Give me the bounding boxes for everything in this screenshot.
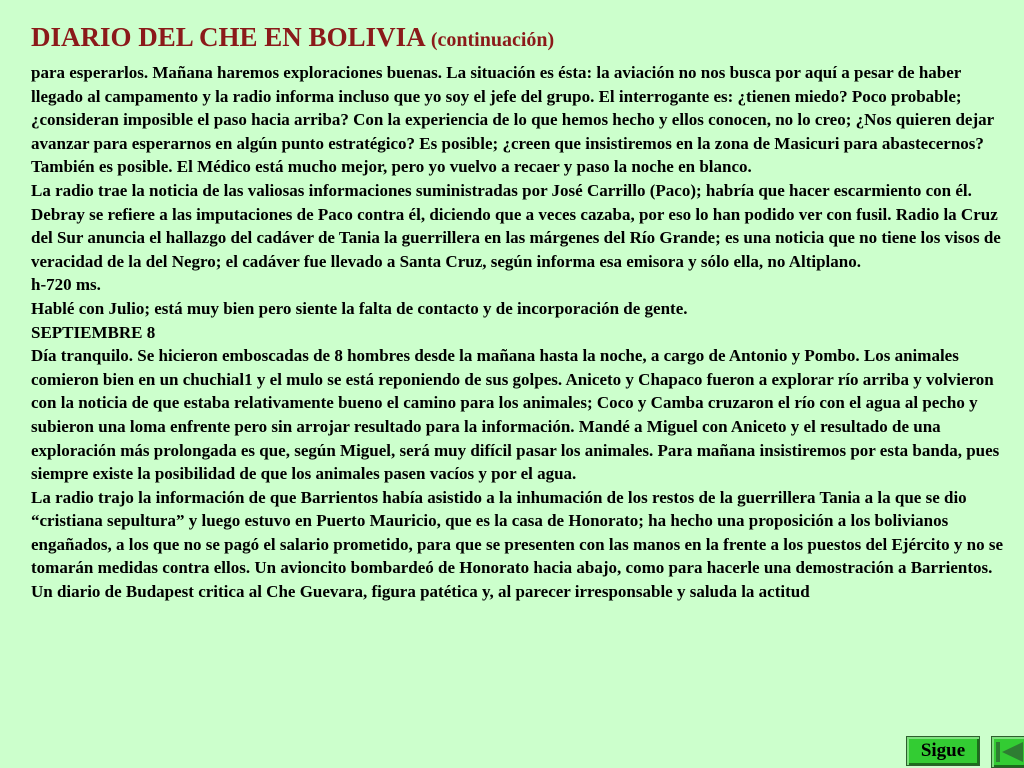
paragraph: para esperarlos. Mañana haremos exploraciones buenas. La situación es ésta: la aviación no nos busca por aquí a pesar de haber llegado al campamento y la radio informa incluso que yo soy el jefe del grupo. El interrogante es: ¿tienen miedo? Poco probable; ¿consideran imposible el paso hacia arriba? Con la experiencia de lo que hemos hecho y ellos conocen, no lo creo; ¿Nos quieren dejar avanzar para esperarnos en algún punto estratégico? Es posible; ¿creen que insistiremos en la zona de Masicuri para abastecernos? También es posible. El Médico está mucho mejor, pero yo vuelvo a recaer y paso la noche en blanco. [31, 63, 994, 177]
navigation-bar [906, 736, 1024, 768]
next-page-button[interactable]: Sigue [906, 736, 980, 766]
paragraph: Un diario de Budapest critica al Che Guevara, figura patética y, al parecer irresponsable y saluda la actitud [31, 582, 810, 602]
paragraph: La radio trajo la información de que Barrientos había asistido a la inhumación de los restos de la guerrillera Tania a la que se dio “cristiana sepultura” y luego estuvo en Puerto Mauricio, que es la casa de Honorato; ha hecho una proposición a los bolivianos engañados, a los que no se pagó el salario prometido, para que se presenten con las manos en la frente a los puestos del Ejército y no se tomarán medidas contra ellos. Un avioncito bombardeó de Honorato hacia abajo, como para hacerle una demostración a Barrientos. [31, 487, 1004, 578]
previous-slide-button[interactable] [991, 736, 1024, 768]
diary-text [31, 61, 1006, 604]
date-heading: SEPTIEMBRE 8 [31, 322, 156, 342]
title-subtitle: (continuación) [430, 29, 555, 51]
page-title [31, 20, 554, 57]
paragraph: La radio trae la noticia de las valiosas informaciones suministradas por José Carrillo (Paco); habría que hacer escarmiento con él. [31, 180, 972, 200]
paragraph: Debray se refiere a las imputaciones de Paco contra él, diciendo que a veces cazaba, por eso lo han podido ver con fusil. Radio la Cruz del Sur anuncia el hallazgo del cadáver de Tania la guerrillera en las márgenes del Río Grande; es una noticia que no tiene los visos de veracidad de la del Negro; el cadáver fue llevado a Santa Cruz, según informa esa emisora y sólo ella, no Altiplano. [31, 204, 1001, 271]
previous-slide-icon [994, 739, 1024, 765]
paragraph: Hablé con Julio; está muy bien pero siente la falta de contacto y de incorporación de gente. [31, 298, 688, 318]
paragraph: Día tranquilo. Se hicieron emboscadas de 8 hombres desde la mañana hasta la noche, a cargo de Antonio y Pombo. Los animales comieron bien en un chuchial1 y el mulo se está reponiendo de sus golpes. Aniceto y Chapaco fueron a explorar río arriba y volvieron con la noticia de que estaba relativamente bueno el camino para los animales; Coco y Camba cruzaron el río con el agua al pecho y subieron una loma enfrente pero sin arrojar resultado para la información. Mandé a Miguel con Aniceto y el resultado de una exploración más prolongada es que, según Miguel, será muy difícil pasar los animales. Para mañana insistiremos por esta banda, pues siempre existe la posibilidad de que los animales pasen vacíos y por el agua. [31, 346, 1000, 484]
paragraph: h-720 ms. [31, 275, 101, 295]
title-main: DIARIO DEL CHE EN BOLIVIA [31, 22, 425, 52]
